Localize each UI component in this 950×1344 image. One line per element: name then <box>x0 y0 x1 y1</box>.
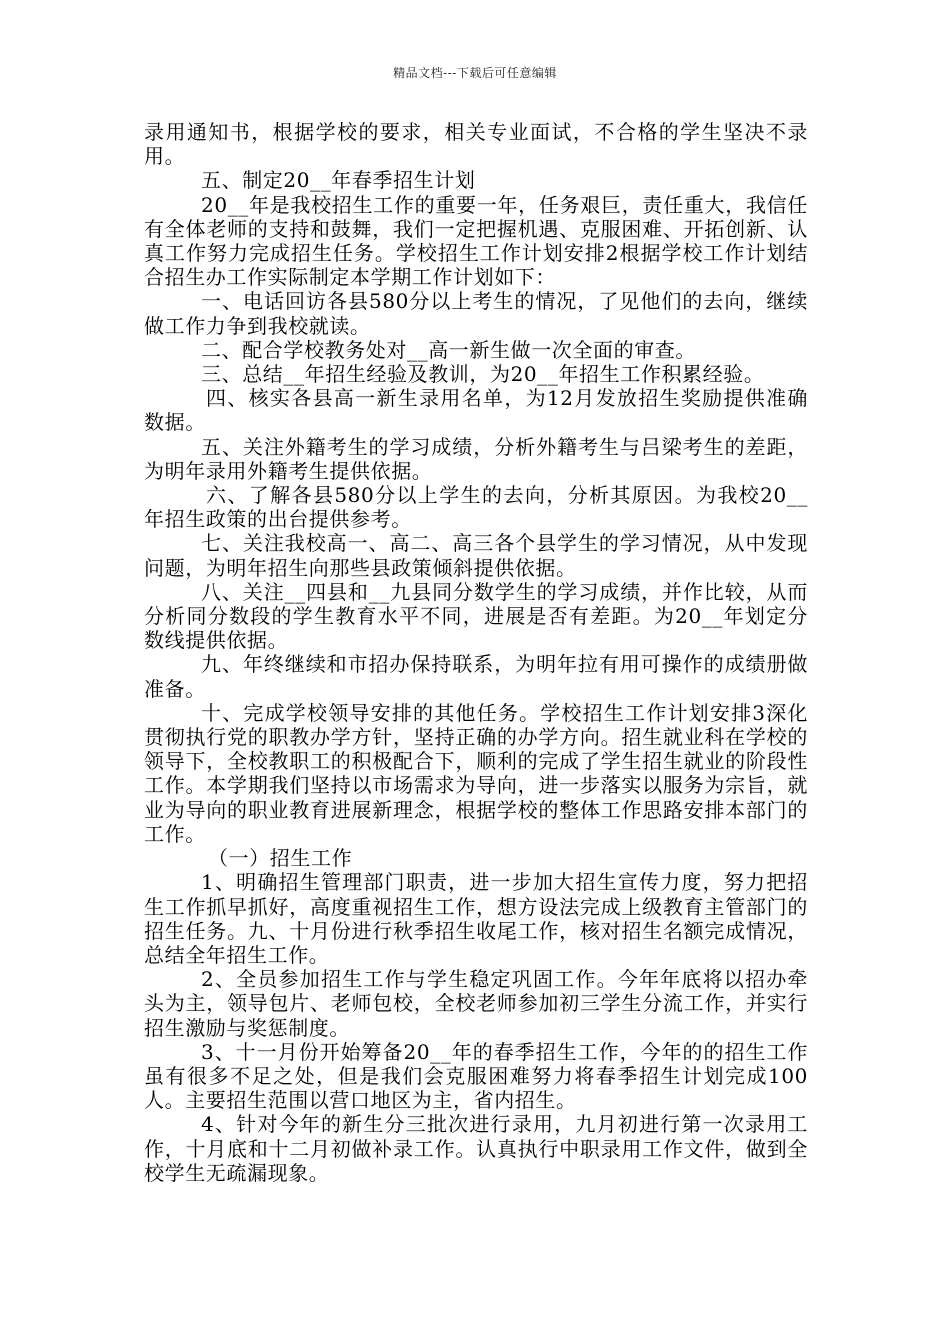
numbered-item-1: 1、明确招生管理部门职责，进一步加大招生宣传力度，努力把招生工作抓早抓好，高度重视招生工作，想方设法完成上级教育主管部门的招生任务。九、十月份进行秋季招生收尾工作，核对招生名额完成情况，总结全年招生工作。 <box>144 870 808 967</box>
list-item-3: 三、总结__年招生经验及教训，为20__年招生工作积累经验。 <box>201 362 765 387</box>
page-header: 精品文档---下载后可任意编辑 <box>393 66 557 80</box>
list-item-8: 八、关注__四县和__九县同分数学生的学习成绩，并作比较，从而分析同分数段的学生教育水平不同，进展是否有差距。为20__年划定分数线提供依据。 <box>144 579 808 653</box>
list-item-6: 六、了解各县580分以上学生的去向，分析其原因。为我校20__年招生政策的出台提供参考。 <box>144 483 808 532</box>
list-item-1: 一、电话回访各县580分以上考生的情况，了见他们的去向，继续做工作力争到我校就读。 <box>144 289 808 338</box>
list-item-10: 十、完成学校领导安排的其他任务。学校招生工作计划安排3深化贯彻执行党的职教办学方针，坚持正确的办学方向。招生就业科在学校的领导下，全校教职工的积极配合下，顺利的完成了学生招生就业的阶段性工作。本学期我们坚持以市场需求为导向，进一步落实以服务为宗旨，就业为导向的职业教育进展新理念，根据学校的整体工作思路安排本部门的工作。 <box>144 700 808 846</box>
section-heading-recruitment: （一）招生工作 <box>208 846 353 871</box>
document-body <box>144 120 808 1185</box>
numbered-item-4: 4、针对今年的新生分三批次进行录用，九月初进行第一次录用工作，十月底和十二月初做补录工作。认真执行中职录用工作文件，做到全校学生无疏漏现象。 <box>144 1112 808 1185</box>
paragraph-continuation: 录用通知书，根据学校的要求，相关专业面试，不合格的学生坚决不录用。 <box>144 120 808 169</box>
list-item-4: 四、核实各县高一新生录用名单，为12月发放招生奖励提供准确数据。 <box>144 386 808 435</box>
paragraph-intro: 20__年是我校招生工作的重要一年，任务艰巨，责任重大，我信任有全体老师的支持和鼓舞，我们一定把握机遇、克服困难、开拓创新、认真工作努力完成招生任务。学校招生工作计划安排2根据学校工作计划结合招生办工作实际制定本学期工作计划如下： <box>144 192 808 290</box>
list-item-2: 二、配合学校教务处对__高一新生做一次全面的审查。 <box>201 337 696 362</box>
numbered-item-3: 3、十一月份开始筹备20__年的春季招生工作，今年的的招生工作虽有很多不足之处，但是我们会克服困难努力将春季招生计划完成100人。主要招生范围以营口地区为主，省内招生。 <box>144 1039 808 1113</box>
numbered-item-2: 2、全员参加招生工作与学生稳定巩固工作。今年年底将以招办牵头为主，领导包片、老师包校，全校老师参加初三学生分流工作，并实行招生激励与奖惩制度。 <box>144 967 808 1040</box>
list-item-9: 九、年终继续和市招办保持联系，为明年拉有用可操作的成绩册做准备。 <box>144 652 808 701</box>
section-heading-spring-plan: 五、制定20__年春季招生计划 <box>201 168 476 193</box>
list-item-5: 五、关注外籍考生的学习成绩，分析外籍考生与吕梁考生的差距，为明年录用外籍考生提供依据。 <box>144 434 808 483</box>
list-item-7: 七、关注我校高一、高二、高三各个县学生的学习情况，从中发现问题，为明年招生向那些县政策倾斜提供依据。 <box>144 531 808 580</box>
